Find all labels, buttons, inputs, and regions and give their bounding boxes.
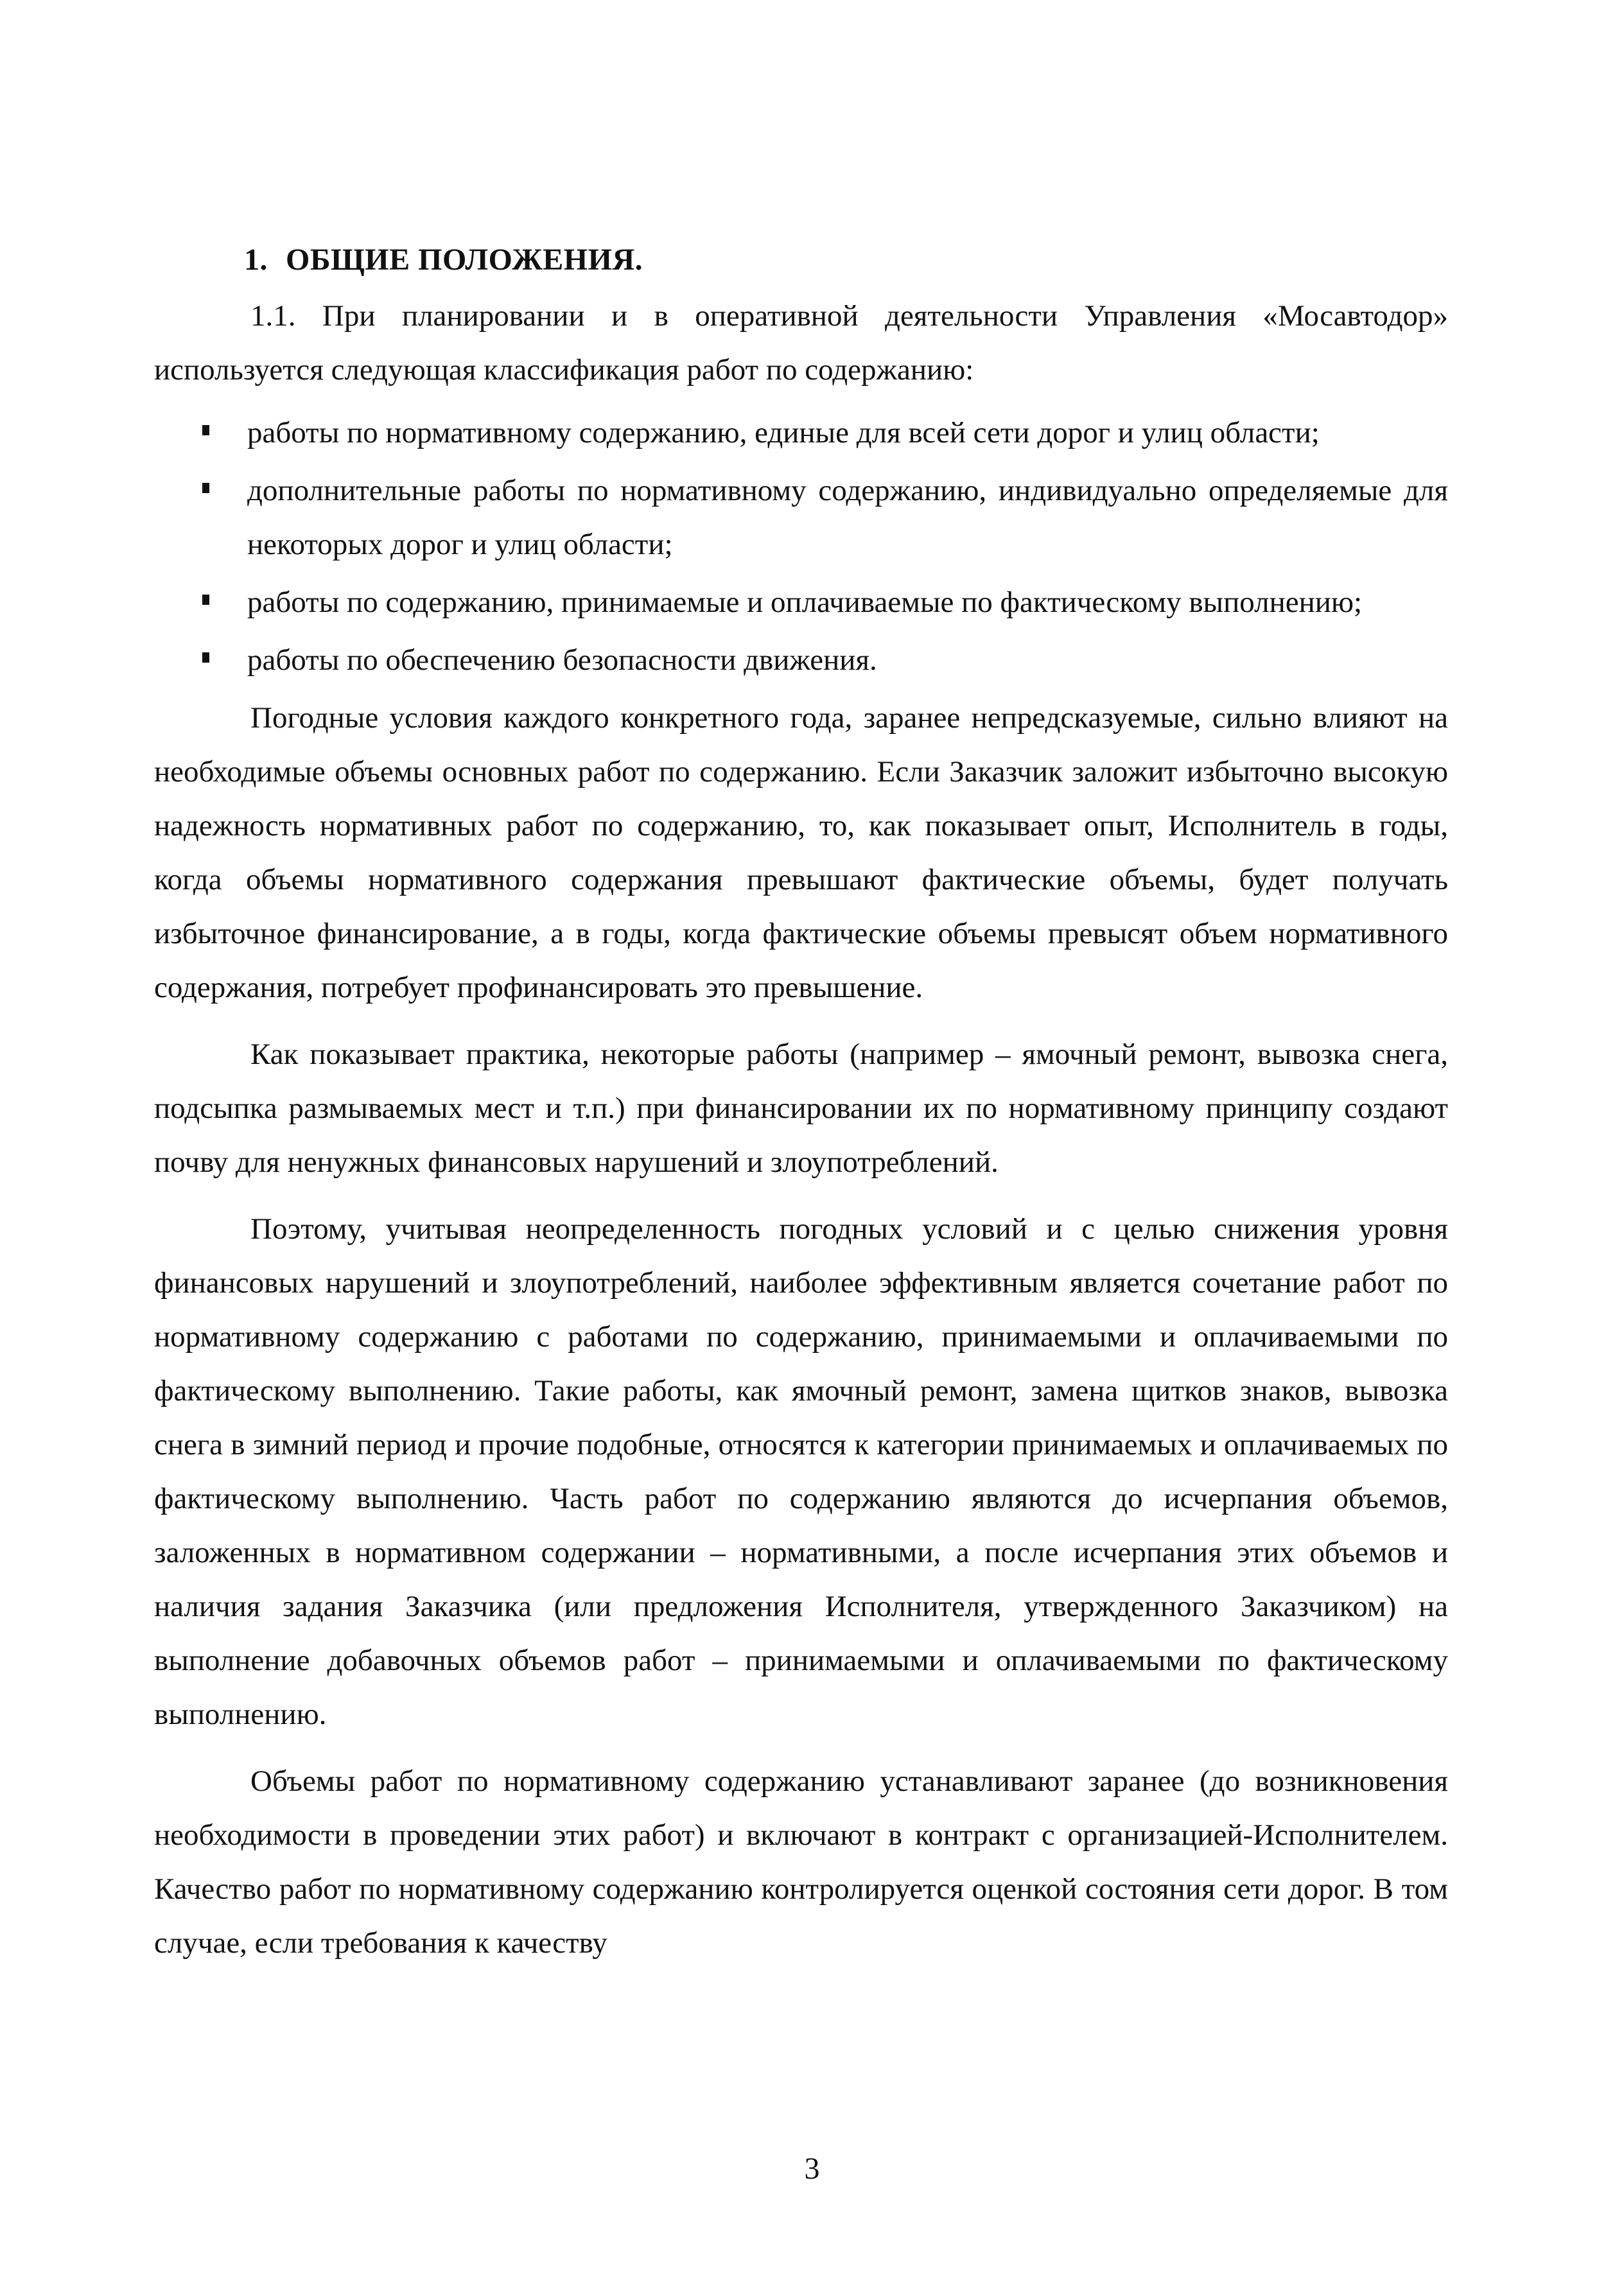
section-heading — [244, 231, 1448, 289]
body-paragraph: Погодные условия каждого конкретного года, заранее непредсказуемые, сильно влияют на необходимые объемы основных работ по содержанию. Если Заказчик заложит избыточно высокую надежность нормативных работ по содержанию, то, как показывает опыт, Исполнитель в годы, когда объемы нормативного содержания превышают фактические объемы, будет получать избыточное финансирование, а в годы, когда фактические объемы превысят объем нормативного содержания, потребует профинансировать это превышение. — [154, 701, 1448, 1004]
list-item — [154, 633, 1448, 687]
square-bullet-icon — [202, 483, 209, 493]
list-item-text: работы по обеспечению безопасности движения. — [247, 643, 877, 677]
list-item-text: работы по нормативному содержанию, единые для всей сети дорог и улиц области; — [247, 416, 1320, 449]
list-item-text: работы по содержанию, принимаемые и оплачиваемые по фактическому выполнению; — [247, 586, 1363, 619]
body-paragraph: Как показывает практика, некоторые работы (например – ямочный ремонт, вывозка снега, подсыпка размываемых мест и т.п.) при финансировании их по нормативному принципу создают почву для ненужных финансовых нарушений и злоупотреблений. — [154, 1038, 1448, 1179]
page-number: 3 — [804, 2152, 820, 2186]
list-item-text: дополнительные работы по нормативному содержанию, индивидуально определяемые для некоторых дорог и улиц области; — [247, 474, 1448, 561]
body-paragraph: Объемы работ по нормативному содержанию устанавливают заранее (до возникновения необходимости в проведении этих работ) и включают в контракт с организацией-Исполнителем. Качество работ по нормативному содержанию контролируется оценкой состояния сети дорог. В том случае, если требования к качеству — [154, 1764, 1448, 1960]
intro-paragraph: 1.1. При планировании и в оперативной деятельности Управления «Мосавтодор» используется следующая классификация работ по содержанию: — [154, 299, 1448, 387]
section-title: ОБЩИЕ ПОЛОЖЕНИЯ. — [286, 243, 643, 277]
square-bullet-icon — [202, 425, 209, 435]
classification-list — [154, 406, 1448, 687]
list-item — [154, 464, 1448, 571]
square-bullet-icon — [202, 652, 209, 663]
body-paragraph: Поэтому, учитывая неопределенность погодных условий и с целью снижения уровня финансовых нарушений и злоупотреблений, наиболее эффективным является сочетание работ по нормативному содержанию с работами по содержанию, принимаемыми и оплачиваемыми по фактическому выполнению. Такие работы, как ямочный ремонт, замена щитков знаков, вывозка снега в зимний период и прочие подобные, относятся к категории принимаемых и оплачиваемых по фактическому выполнению. Часть работ по содержанию являются до исчерпания объемов, заложенных в нормативном содержании – нормативными, а после исчерпания этих объемов и наличия задания Заказчика (или предложения Исполнителя, утвержденного Заказчиком) на выполнение добавочных объемов работ – принимаемыми и оплачиваемыми по фактическому выполнению. — [154, 1212, 1448, 1731]
list-item — [154, 406, 1448, 460]
square-bullet-icon — [202, 595, 209, 605]
section-number: 1. — [244, 243, 268, 277]
page-content — [154, 231, 1448, 1970]
list-item — [154, 575, 1448, 629]
